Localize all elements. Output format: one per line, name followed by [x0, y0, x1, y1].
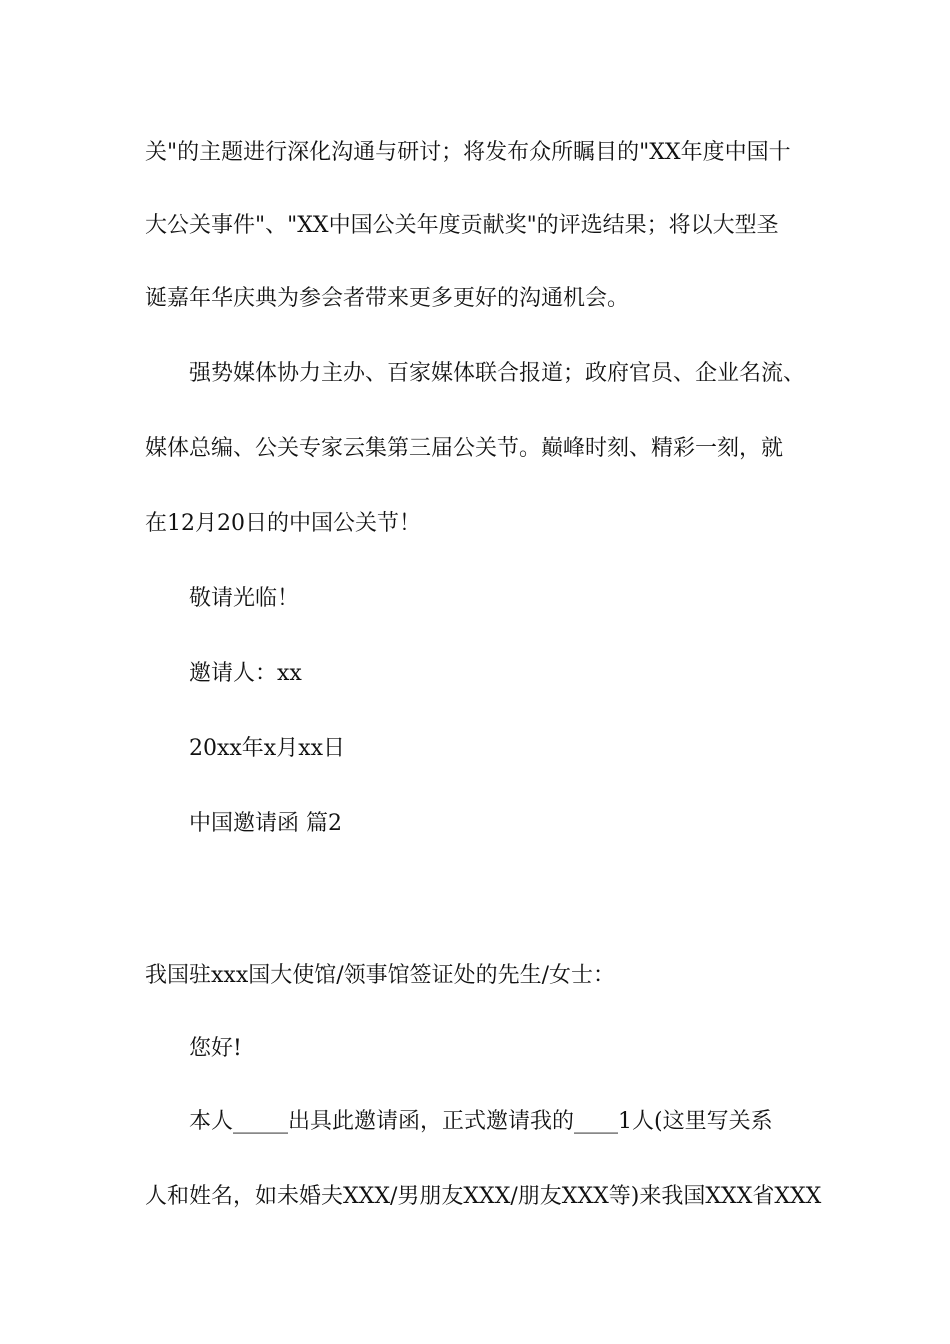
- date-line: 20xx年x月xx日: [189, 736, 346, 761]
- paragraph-line: 强势媒体协力主办、百家媒体联合报道；政府官员、企业名流、: [189, 361, 806, 386]
- inviter-line: 邀请人：xx: [189, 661, 302, 686]
- paragraph-line: 在12月20日的中国公关节！: [145, 511, 421, 536]
- salutation-line: 我国驻xxx国大使馆/领事馆签证处的先生/女士：: [145, 963, 616, 988]
- closing-line: 敬请光临！: [189, 586, 300, 611]
- paragraph-line: 大公关事件"、"XX中国公关年度贡献奖"的评选结果；将以大型圣: [145, 213, 779, 238]
- greeting-line: 您好!: [189, 1036, 242, 1061]
- paragraph-line: 诞嘉年华庆典为参会者带来更多更好的沟通机会。: [145, 286, 630, 311]
- paragraph-line: 本人_____出具此邀请函，正式邀请我的____1人(这里写关系: [189, 1109, 773, 1134]
- paragraph-line: 人和姓名，如未婚夫XXX/男朋友XXX/朋友XXX等)来我国XXX省XXX: [145, 1184, 822, 1209]
- paragraph-line: 关"的主题进行深化沟通与研讨；将发布众所瞩目的"XX年度中国十: [145, 140, 791, 165]
- paragraph-line: 媒体总编、公关专家云集第三届公关节。巅峰时刻、精彩一刻，就: [145, 436, 784, 461]
- section-heading: 中国邀请函 篇2: [189, 811, 342, 836]
